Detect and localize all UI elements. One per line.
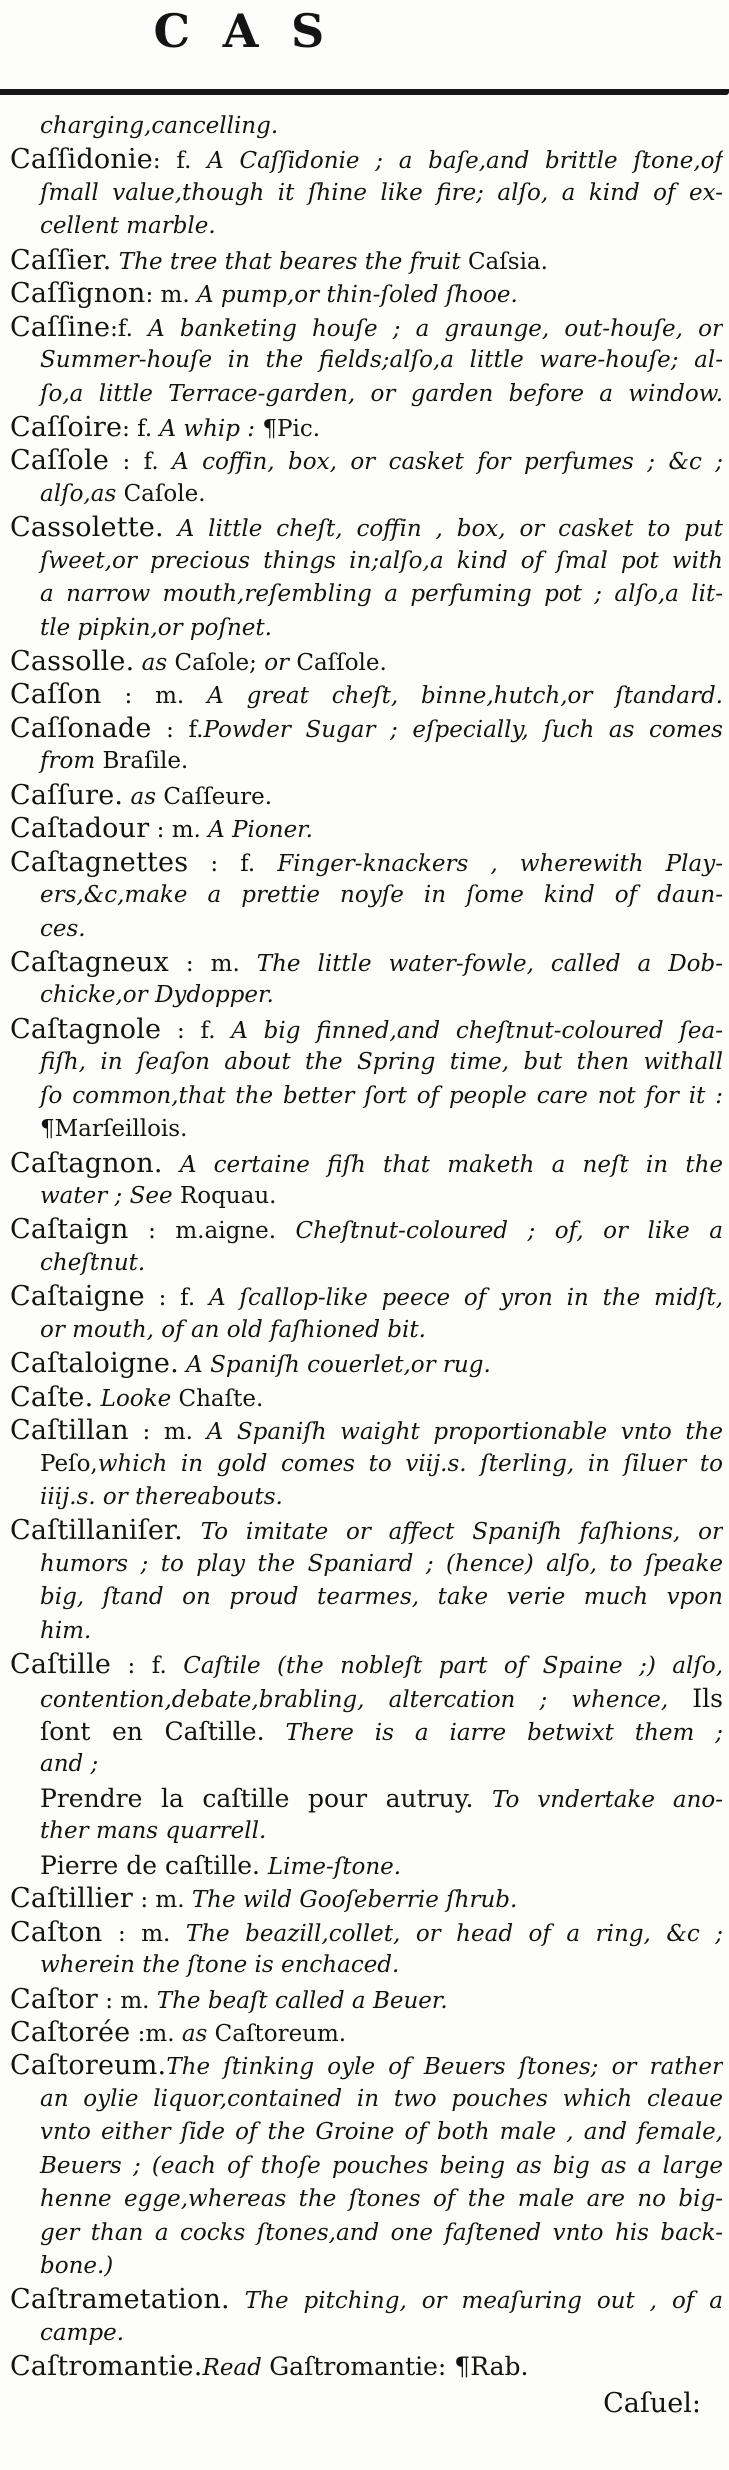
text-segment: : f. [188,850,278,877]
text-segment: The tree that beares the fruit [111,248,468,275]
text-segment: The ſtinking oyle of Beuers ſtones; or rather [166,2054,723,2081]
text-segment: A pump,or thin-ſoled ſhooe. [197,282,518,309]
text-segment: fiſh, in ſeaſon about the Spring time, but then withall [40,1049,723,1076]
text-segment: from [40,748,103,775]
text-segment: Caſſignon [10,278,146,310]
text-segment: Caſte. [10,1381,94,1413]
text-segment: ſont en Caſtille. [40,1717,265,1746]
text-segment: To imitate or affect Spaniſh faſhions, or [182,1519,723,1546]
text-segment: A ſcallop-like peece of yron in the midſt, [209,1285,723,1312]
text-segment: as [134,650,175,676]
text-segment: A little cheſt, coffin , box, or casket to put [163,516,723,543]
text-line [10,545,723,578]
text-segment: Gaſtromantie: ¶Rab. [269,2352,529,2382]
text-segment: ther mans quarrell. [40,1818,267,1845]
text-line [10,1080,723,1113]
text-segment: ger than a cocks ſtones,and one faſtened vnto his back- [40,2219,723,2246]
text-segment: : m. [168,950,257,977]
text-line [10,143,723,176]
text-line [10,2116,723,2149]
text-line [10,2217,723,2250]
text-line [10,1481,723,1514]
text-segment: Looke [93,1385,179,1412]
text-line [10,1983,723,2016]
text-line [10,1448,723,1481]
text-line [10,1113,723,1146]
text-segment: Caſtor [10,1983,98,2015]
text-segment: ſo,a little Terrace-garden, or garden before a window. [40,380,723,407]
text-line [10,1247,723,1280]
text-line [10,879,723,912]
text-segment: a narrow mouth,reſembling a perfuming pot ; alſo,a lit- [40,581,723,608]
text-segment: Roquau. [179,1183,277,1209]
text-line [10,1882,723,1915]
text-segment: : f. [151,716,204,743]
text-segment: Caſſoire [10,411,123,443]
text-segment: Caſtagnon. [10,1147,163,1179]
text-segment: vnto either ſide of the Groine of both male , and female, [40,2119,723,2146]
text-line [10,1514,723,1547]
text-segment: ¶Marſeillois. [40,1116,188,1143]
text-segment: which in gold comes to viij.s. ſterling, in ſiluer to [97,1450,723,1477]
text-segment: A banketing houſe ; a graunge, out-houſe, or [148,315,723,342]
text-line [10,1715,723,1748]
text-segment: Beuers ; (each of thoſe pouches being as big as a large [40,2152,723,2179]
text-line [10,979,723,1012]
text-line [10,2183,723,2216]
text-segment: : f. [144,1285,210,1312]
text-segment: water ; See [40,1183,180,1209]
text-segment: Caſtille [10,1649,112,1681]
text-segment: contention,debate,brabling, altercation ; whence, [40,1686,693,1713]
text-segment: wherein the ſtone is enchaced. [40,1952,400,1979]
text-segment: The wild Gooſeberrie ſhrub. [191,1887,518,1914]
text-line [10,2283,723,2316]
text-line [10,511,723,544]
text-segment: tle pipkin,or poſnet. [40,614,272,641]
text-segment: Caſtoreum. [214,2020,347,2047]
text-line [10,1782,723,1815]
text-line [10,712,723,745]
text-segment: Caſſonade [10,712,152,744]
text-segment: Caſtaign [10,1214,129,1246]
text-segment: Caſſon [10,679,102,711]
text-line [10,1581,723,1614]
text-segment: Powder Sugar ; eſpecially, ſuch as comes [203,716,723,743]
text-segment: : m. [102,1920,186,1947]
text-line [10,444,723,477]
text-segment: : m. [133,1887,192,1914]
text-segment: Caſtadour [10,813,150,845]
text-line [10,1949,723,1982]
text-line [10,2083,723,2116]
text-segment: ¶Pic. [262,415,321,442]
text-line [10,1916,723,1949]
text-segment: Cassolle. [10,646,135,677]
text-segment: iiij.s. or thereabouts. [40,1483,283,1510]
text-segment: bone.) [40,2253,114,2279]
text-segment: Cassolette. [10,512,164,544]
text-segment: an oylie liquor,contained in two pouches which cleaue [40,2085,723,2112]
text-segment: A Pioner. [208,817,313,844]
text-segment: Caſtaigne [10,1281,145,1313]
text-line [10,678,723,711]
text-segment: henne egge,whereas the ſtones of the male are no big- [40,2186,723,2213]
text-segment: Caſſole. [296,650,387,676]
text-segment: Caſsia. [467,248,548,275]
text-segment: Cheſtnut-coloured ; of, or like a [295,1218,723,1245]
text-line [10,2049,723,2082]
text-segment: A Spaniſh waight proportionable vnto the [206,1419,723,1446]
text-segment: chicke,or Dydopper. [40,982,274,1009]
text-line [10,1414,723,1447]
text-line [10,1615,723,1648]
text-line [10,1849,723,1882]
text-line [10,1815,723,1848]
text-line [10,2150,723,2183]
text-line [10,913,723,946]
text-segment: Caſſidonie [10,144,153,176]
text-segment: Read [202,2355,270,2382]
text-line [10,946,723,979]
text-segment: Prendre la caſtille pour autruy. [40,1783,492,1813]
text-line [10,1648,723,1681]
text-segment: The pitching, or meaſuring out , of a [229,2288,723,2315]
text-segment: charging,cancelling. [40,113,279,139]
text-segment: : m. [97,1987,157,2014]
text-segment: Caſtaloigne. [10,1348,179,1380]
text-line [10,812,723,845]
text-line [10,1213,723,1246]
dictionary-text-column [0,110,729,2384]
text-segment: A whip : [159,415,263,442]
text-segment: Caſtillier [10,1883,134,1915]
text-segment: ſmall value,though it ſhine like fire; alſo, a kind of ex- [40,179,723,206]
text-line [10,1748,723,1781]
catchword: Caſuel: [603,2388,701,2419]
text-segment: him. [40,1617,92,1644]
text-line [10,1280,723,1313]
text-line [10,478,723,511]
text-line [10,2250,723,2283]
text-line [10,645,723,678]
text-line [10,2317,723,2350]
page-header-letters: C A S [153,4,333,58]
text-segment: To vndertake ano- [492,1786,723,1813]
text-segment: : f. [111,1653,184,1680]
text-segment: A big finned,and cheſtnut-coloured ſea- [231,1017,723,1044]
text-line [10,612,723,645]
text-segment: Caſtillan [10,1415,129,1447]
text-segment: Caſole; [174,650,257,676]
text-line [10,311,723,344]
text-line [10,2016,723,2049]
text-segment: Chaſte. [178,1385,264,1412]
text-segment: :m. [130,2020,182,2047]
text-segment: Finger-knackers , wherewith Play- [277,850,723,877]
text-segment: A great cheſt, binne,hutch,or ſtandard. [207,683,723,710]
text-segment: Caſſine [10,311,111,343]
text-line [10,1180,723,1213]
text-line [10,745,723,778]
text-line [10,411,723,444]
text-segment: A Caſſidonie ; a baſe,and brittle ſtone,of [207,148,723,175]
text-segment: Caſtagneux [10,946,169,978]
text-line [10,1147,723,1180]
text-segment: Pierre de caſtille. [40,1850,268,1880]
text-segment: big, ſtand on proud tearmes, take verie much vpon [40,1584,723,1611]
text-line [10,1381,723,1414]
text-segment: The beazill,collet, or head of a ring, &c ; [185,1920,723,1947]
text-segment: : f. [109,449,173,476]
text-segment: A coffin, box, or casket for perfumes ; &c ; [172,449,723,476]
text-line [10,244,723,277]
text-segment: Caſton [10,1916,103,1948]
text-segment: : f. [152,148,208,175]
text-segment: ers,&c,make a prettie noyſe in ſome kind of daun- [40,882,723,909]
text-segment: Caſtromantie. [10,2351,203,2383]
text-segment: Caſtillaniſer. [10,1515,183,1547]
text-line [10,378,723,411]
text-segment: Braſile. [102,748,189,775]
text-line [10,344,723,377]
text-line [10,110,723,143]
text-segment: Peſo, [40,1450,98,1477]
text-segment: Caſſole [10,445,110,477]
text-segment: : m. [149,817,209,844]
text-line [10,1046,723,1079]
text-segment: as [123,783,164,810]
text-segment: : f. [161,1017,232,1044]
text-segment: A Spaniſh couerlet,or rug. [178,1352,491,1379]
text-segment: Caſtile (the nobleſt part of Spaine ;) alſo, [183,1653,723,1680]
text-segment: Caſſure. [10,779,124,811]
text-line [10,177,723,210]
text-segment: ces. [40,915,86,942]
text-segment: and ; [40,1751,99,1778]
text-line [10,1548,723,1581]
text-segment: Caſtrametation. [10,2284,230,2316]
text-segment: Caſtorée [10,2016,131,2048]
text-segment: campe. [40,2319,125,2346]
text-line [10,1314,723,1347]
text-segment: or [256,650,297,676]
text-line [10,779,723,812]
text-segment: as [181,2020,215,2047]
text-segment: or mouth, of an old faſhioned bit. [40,1316,426,1343]
text-segment: ſweet,or precious things in;alſo,a kind of ſmal pot with [40,547,723,574]
text-segment: cellent marble. [40,213,216,240]
text-segment: humors ; to play the Spaniard ; (hence) alſo, to ſpeake [40,1550,723,1577]
text-segment: Lime-ſtone. [267,1853,402,1880]
text-segment: Caſſeure. [163,783,273,810]
text-line [10,1682,723,1715]
text-line [10,1347,723,1380]
text-line [10,210,723,243]
text-segment: Ils [692,1683,723,1713]
text-segment: :f. [110,315,149,342]
text-segment: : m. [128,1419,207,1446]
text-segment: A certaine fiſh that maketh a neſt in the [162,1151,723,1178]
text-segment: : m. [145,282,197,309]
header-rule [0,89,729,95]
text-segment: ſo common,that the better ſort of people care not for it : [40,1082,723,1109]
text-line [10,1013,723,1046]
text-segment: Caſſier. [10,244,112,276]
text-segment: Caſtagnole [10,1013,162,1045]
text-segment: There is a iarre betwixt them ; [264,1720,723,1746]
text-segment: The beaſt called a Beuer. [156,1987,448,2014]
text-segment: : m.aigne. [128,1218,296,1245]
text-segment: The little water-fowle, called a Dob- [256,950,723,977]
text-line [10,2350,723,2383]
text-segment: : m. [101,683,208,710]
text-segment: : f. [122,415,160,442]
text-line [10,578,723,611]
text-segment: Caſtagnettes [10,846,189,878]
text-line [10,277,723,310]
text-segment: cheſtnut. [40,1249,146,1276]
text-segment: Caſole. [123,480,206,507]
text-line [10,846,723,879]
text-segment: Caſtoreum. [10,2050,167,2082]
text-segment: alſo,as [40,480,124,507]
text-segment: Summer-houſe in the fields;alſo,a little ware-houſe; al- [40,347,723,374]
